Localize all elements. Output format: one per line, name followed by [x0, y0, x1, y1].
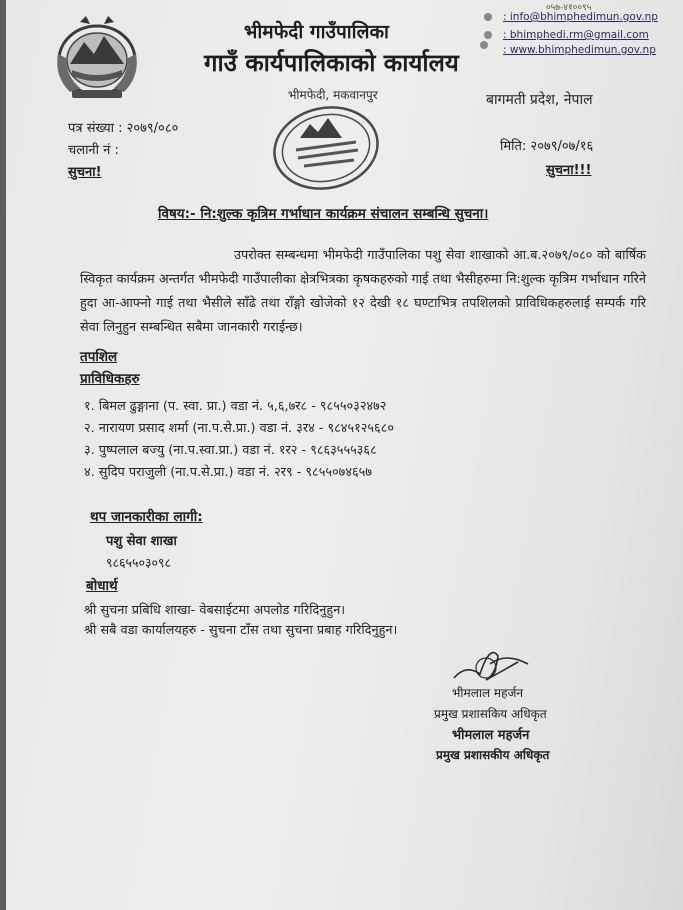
chalani-number: चलानी नं :: [68, 143, 119, 158]
subject-line: विषय:- नि:शुल्क कृत्रिम गर्भाधान कार्यक्रम संचालन सम्बन्धि सुचना।: [158, 206, 489, 222]
office-stamp-icon: [270, 98, 386, 192]
email-info-link[interactable]: : info@bhimphedimun.gov.np: [503, 11, 658, 23]
signatory-title: प्रमुख प्रशासकीय अधिकृत: [436, 748, 550, 762]
more-info-heading: थप जानकारीका लागी:: [90, 509, 203, 525]
technician-item: २. नारायण प्रसाद शर्मा (ना.प.से.प्रा.) वडा नं. ३र४ - ९८४५१२५६८०: [84, 421, 395, 436]
notice-label-left: सुचना!: [68, 165, 102, 180]
technician-item: ३. पुष्पलाल बज्यु (ना.प.स्वा.प्रा.) वडा नं. १र२ - ९८६३५५५३६८: [84, 443, 377, 458]
letter-page: [6, 0, 683, 910]
cc-item: श्री सुचना प्रबिधि शाखा- वेबसाईटमा अपलोड गरिदिनुहुन।: [84, 603, 346, 618]
email-gmail-link[interactable]: : bhimphedi.rm@gmail.com: [503, 29, 649, 41]
branch-phone: ९८६५५०३०९८: [106, 555, 172, 570]
website-link[interactable]: : www.bhimphedimun.gov.np: [503, 44, 656, 56]
phone-number: ०५७-४१००९५: [546, 3, 592, 13]
signatory-name: भीमलाल महर्जन: [452, 728, 530, 743]
technician-item: ४. सुदिप पराजुली (ना.प.से.प्रा.) वडा नं. २र९ - ९८५५०७४६५७: [84, 465, 372, 480]
reference-number: पत्र संख्या : २०७९/०८०: [68, 121, 179, 136]
signatory-title-handwritten: प्रमुख प्रशासकिय अधिकृत: [434, 707, 547, 721]
details-heading: तपशिल: [80, 349, 118, 365]
notice-body: उपरोक्त सम्बन्धमा भीमफेदी गाउँपालिका पशु सेवा शाखाको आ.ब.२०७९/०८० को बार्षिक स्विकृत कार्यक्रम अन्तर्गत भीमफेदी गाउँपालीका क्षेत्रभित्रका कृषकहरुको गाई तथा भैसीहरुमा नि:शुल्क कृत्रिम गर्भाधान गरिने हुदा आ-आफ्नो गाई तथा भैसीले साँढे तथा राँङ्गो खोजेको १२ देखी १८ घण्टाभित्र तपशिलको प्राविधिकहरुलाई सम्पर्क गरि सेवा लिनुहुन सम्बन्धित सबैमा जानकारी गराईन्छ।: [80, 248, 646, 335]
letter-date: मिति: २०७९/०७/१६: [500, 139, 594, 154]
org-name-line1: भीमफेदी गाउँपालिका: [244, 21, 389, 43]
email-icon: [484, 31, 492, 39]
globe-icon: [480, 41, 488, 49]
cc-heading: बोधार्थ: [86, 578, 118, 594]
email-icon: [484, 13, 492, 21]
technicians-heading: प्राविधिकहरु: [80, 371, 140, 387]
technician-item: १. बिमल ढुङ्गाना (प. स्वा. प्रा.) वडा नं. ५,६,७र८ - ९८५५०३२४७२: [84, 399, 387, 414]
notice-label-right: सुचना!!!: [546, 163, 592, 178]
org-address: भीमफेदी, मकवानपुर: [288, 88, 378, 102]
signatory-name-handwritten: भीमलाल महर्जन: [452, 686, 524, 700]
cc-item: श्री सबै वडा कार्यालयहरु - सुचना टाँस तथा सुचना प्रबाह गरिदिनुहुन।: [84, 623, 398, 638]
nepal-emblem-icon: [50, 14, 144, 100]
branch-name: पशु सेवा शाखा: [106, 534, 177, 549]
org-province: बागमती प्रदेश, नेपाल: [486, 92, 593, 108]
org-name-line2: गाउँ कार्यपालिकाको कार्यालय: [204, 49, 459, 77]
